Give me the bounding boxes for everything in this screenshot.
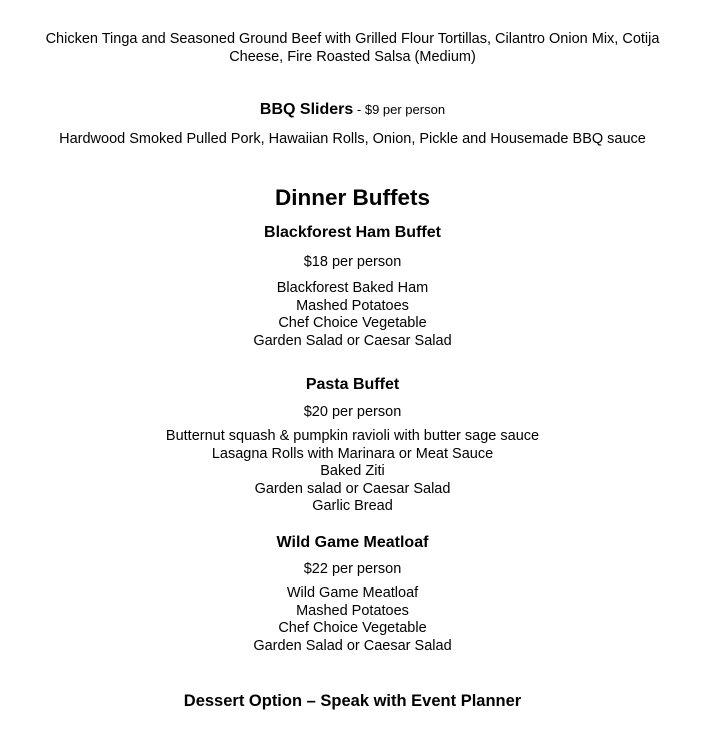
list-item: Garden Salad or Caesar Salad (253, 332, 452, 349)
bbq-sliders-title: BBQ Sliders (259, 101, 354, 118)
list-item: Wild Game Meatloaf (286, 585, 419, 601)
intro-description-line: Cheese, Fire Roasted Salsa (Medium) (229, 48, 476, 65)
list-item: Baked Ziti (320, 463, 385, 480)
buffet-title: Wild Game Meatloaf (276, 534, 429, 551)
buffet-item-list (0, 585, 705, 655)
list-item: Garden Salad or Caesar Salad (253, 637, 452, 654)
buffet-price: $20 per person (303, 404, 402, 420)
dinner-buffets-heading: Dinner Buffets (274, 185, 430, 210)
buffet-item-list (0, 280, 705, 350)
buffet-title: Blackforest Ham Buffet (264, 224, 441, 241)
bbq-sliders-price: - $9 per person (353, 102, 446, 117)
bbq-sliders-heading (0, 101, 705, 119)
buffet-price: $22 per person (303, 561, 402, 577)
list-item: Mashed Potatoes (296, 297, 409, 314)
buffet-item-list (0, 428, 705, 516)
list-item: Garden salad or Caesar Salad (254, 480, 451, 497)
list-item: Blackforest Baked Ham (276, 280, 429, 296)
list-item: Chef Choice Vegetable (278, 620, 427, 637)
bbq-sliders-description: Hardwood Smoked Pulled Pork, Hawaiian Rolls, Onion, Pickle and Housemade BBQ sauce (59, 131, 646, 147)
list-item: Mashed Potatoes (296, 602, 409, 619)
dessert-option-heading: Dessert Option – Speak with Event Planner (183, 692, 522, 710)
list-item: Lasagna Rolls with Marinara or Meat Sauce (211, 445, 494, 462)
buffet-price: $18 per person (303, 254, 402, 270)
buffet-title: Pasta Buffet (305, 376, 400, 393)
intro-description-line: Chicken Tinga and Seasoned Ground Beef with Grilled Flour Tortillas, Cilantro Onion Mix, Cotija (45, 31, 660, 47)
list-item: Butternut squash & pumpkin ravioli with butter sage sauce (165, 428, 540, 444)
list-item: Garlic Bread (312, 498, 393, 515)
intro-description (0, 31, 705, 66)
list-item: Chef Choice Vegetable (278, 315, 427, 332)
